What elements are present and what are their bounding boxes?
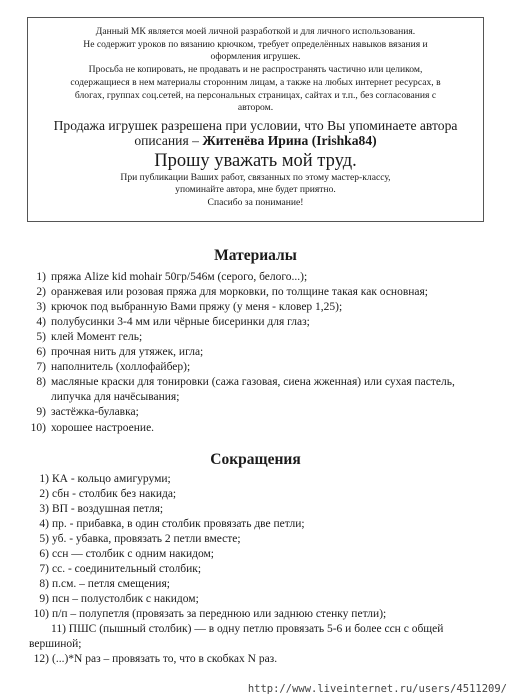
list-item-text: уб. - убавка, провязать 2 петли вместе; [52,533,241,545]
list-item-number: 4) [36,316,46,328]
list-item [0,652,511,667]
list-item [0,517,511,532]
list-item [0,315,511,330]
list-item-text: пряжа Alize kid mohair 50гр/546м (серого, белого...); [51,271,308,283]
list-item [0,405,511,420]
list-item-text: наполнитель (холлофайбер); [51,361,191,373]
list-item-number: 3) [36,301,46,313]
list-item [0,345,511,360]
respect-line: Прошу уважать мой труд. [154,150,357,171]
list-item [0,375,511,405]
watermark-url: http://www.liveinternet.ru/users/4511209/ [247,683,507,695]
list-item-text: ссн — столбик с одним накидом; [52,548,214,560]
materials-heading: Материалы [214,247,297,264]
list-item-number: 5) [39,533,49,545]
notice-line: содержащиеся в нем материалы сторонним лицам, а также на любых интернет ресурсах, в [70,76,441,88]
list-item [0,487,511,502]
list-item-number: 4) [39,518,49,530]
list-item-text: КА - кольцо амигуруми; [52,473,171,485]
list-item-number: 3) [39,503,49,515]
list-item-text: 11) ПШС (пышный столбик) — в одну петлю провязать 5-6 и более ссн с общей вершиной; [29,623,444,650]
publication-line: упоминайте автора, мне будет приятно. [175,184,336,196]
list-item-text: хорошее настроение. [51,422,155,434]
list-item-text: п.см. – петля смещения; [52,578,170,590]
abbreviations-heading: Сокращения [210,451,301,468]
list-item [0,592,511,607]
notice-line: блогах, группах соц.сетей, на персональных страницах, сайтах и т.п., без согласования с [74,89,437,101]
list-item-text: крючок под выбранную Вами пряжу (у меня - кловер 1,25); [51,301,343,313]
list-item-text: (...)*N раз – провязать то, что в скобках N раз. [52,653,278,665]
thanks-line: Спасибо за понимание! [207,196,304,208]
list-item [0,547,511,562]
sale-condition-line: Продажа игрушек разрешена при условии, что Вы упоминаете автора [53,117,458,133]
list-item-number: 6) [39,548,49,560]
list-item-number: 7) [39,563,49,575]
list-item-text: оранжевая или розовая пряжа для морковки, по толщине такая как основная; [51,286,429,298]
list-item-text: застёжка-булавка; [51,406,139,418]
sale-prefix: описания – [134,132,203,148]
list-item-text: сбн - столбик без накида; [52,488,177,500]
list-item-text: пр. - прибавка, в один столбик провязать две петли; [52,518,305,530]
list-item-number: 10) [30,422,46,434]
notice-line: Просьба не копировать, не продавать и не распространять частично или целиком, [88,64,423,76]
list-item [0,502,511,517]
list-item-number: 1) [39,473,49,485]
list-item-number: 9) [39,593,49,605]
notice-line: Данный МК является моей личной разработкой и для личного использования. [95,26,416,37]
list-item-number: 10) [33,608,49,620]
abbreviations-list [0,472,511,667]
list-item [0,421,511,436]
list-item [0,270,511,285]
list-item [0,300,511,315]
list-item [0,532,511,547]
list-item-number: 1) [36,271,46,283]
author-name: Житенёва Ирина (Irishka84) [202,132,377,148]
list-item-number: 6) [36,346,46,358]
list-item-number: 9) [36,406,46,418]
list-item [0,285,511,300]
list-item [0,360,511,375]
list-item [0,562,511,577]
publication-line: При публикации Ваших работ, связанных по этому мастер-классу, [120,171,391,183]
materials-list [0,270,511,436]
list-item-number: 5) [36,331,46,343]
list-item-number: 8) [36,376,46,388]
list-item [0,472,511,487]
list-item-text: прочная нить для утяжек, игла; [51,346,204,358]
list-item-text: п/п – полупетля (провязать за переднюю или заднюю стенку петли); [52,608,387,620]
list-item [0,330,511,345]
list-item-text: псн – полустолбик с накидом; [52,593,199,605]
list-item-text: сс. - соединительный столбик; [52,563,202,575]
list-item-text: клей Момент гель; [51,331,143,343]
list-item-number: 8) [39,578,49,590]
list-item [0,607,511,622]
list-item-number: 12) [33,653,49,665]
notice-line: Не содержит уроков по вязанию крючком, требует определённых навыков вязания и [83,38,428,50]
list-item-number: 7) [36,361,46,373]
copyright-notice-box [27,17,484,222]
list-item-text: полубусинки 3-4 мм или чёрные бисеринки для глаз; [51,316,310,328]
notice-line: автором. [237,102,274,114]
sale-author-line [28,133,483,148]
list-item-text: масляные краски для тонировки (сажа газовая, сиена жженная) или сухая пастель, липучка для начёсывания; [51,376,455,403]
list-item [0,577,511,592]
list-item-number: 2) [36,286,46,298]
notice-line: оформления игрушек. [210,51,301,63]
list-item-number: 2) [39,488,49,500]
list-item [0,622,511,652]
list-item-text: ВП - воздушная петля; [52,503,164,515]
